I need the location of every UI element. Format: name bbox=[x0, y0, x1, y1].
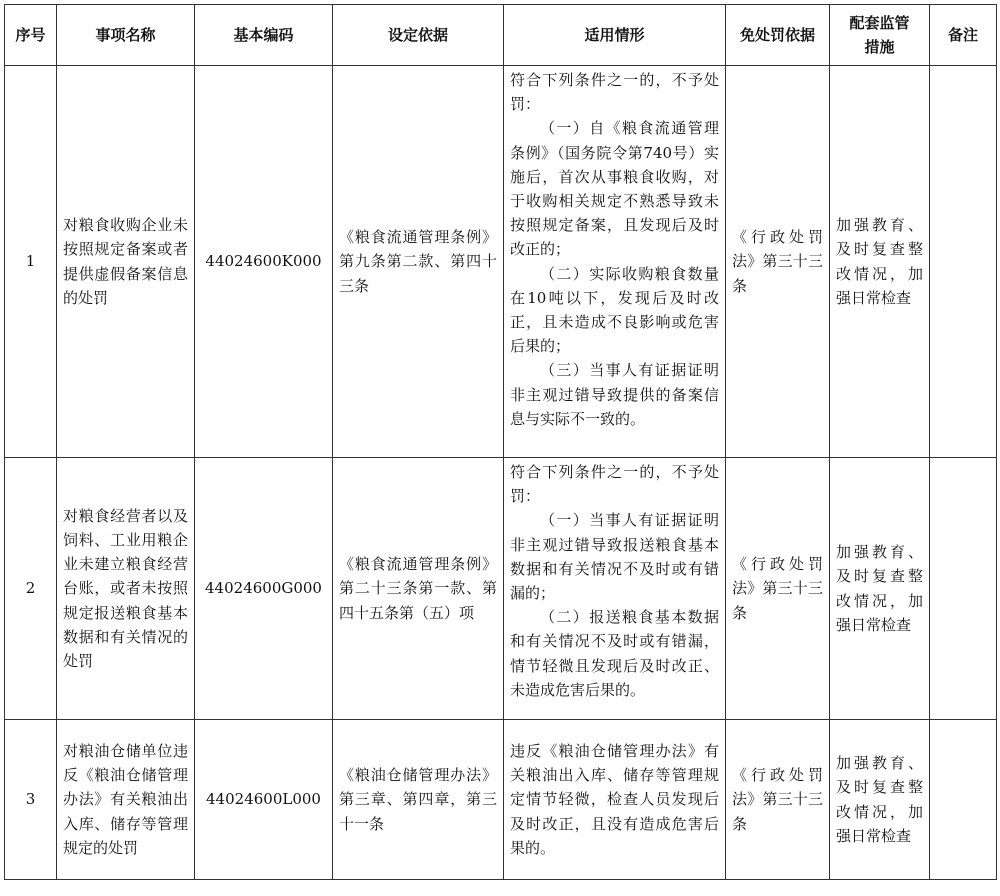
situation-paragraph: 符合下列条件之一的，不予处罚： bbox=[510, 71, 719, 114]
header-no: 序号 bbox=[5, 5, 57, 66]
header-basis: 设定依据 bbox=[333, 5, 504, 66]
header-item-name: 事项名称 bbox=[57, 5, 195, 66]
situation-paragraph: （二）报送粮食基本数据和有关情况不及时或有错漏，情节轻微且发现后及时改正、未造成危害后果的。 bbox=[510, 608, 719, 699]
row-basis: 《粮油仓储管理办法》第三章、第四章，第三十一条 bbox=[333, 720, 504, 880]
situation-paragraph: （一）自《粮食流通管理条例》（国务院令第740号）实施后，首次从事粮食收购，对于收购相关规定不熟悉导致未按照规定备案，且发现后及时改正的； bbox=[510, 119, 719, 259]
situation-paragraph: （二）实际收购粮食数量在10吨以下，发现后及时改正，且未造成不良影响或危害后果的； bbox=[510, 264, 719, 356]
situation-paragraph: 违反《粮油仓储管理办法》有关粮油出入库、储存等管理规定情节轻微，检查人员发现后及时改正，且没有造成危害后果的。 bbox=[510, 741, 719, 857]
row-situation bbox=[504, 720, 726, 880]
row-measures: 加强教育、及时复查整改情况，加强日常检查 bbox=[830, 458, 930, 720]
row-code: 44024600L000 bbox=[195, 720, 333, 880]
header-exemption: 免处罚依据 bbox=[726, 5, 830, 66]
row-measures: 加强教育、及时复查整改情况，加强日常检查 bbox=[830, 720, 930, 880]
penalty-exemption-table bbox=[4, 4, 997, 880]
situation-paragraph: 符合下列条件之一的，不予处罚： bbox=[510, 463, 719, 506]
row-situation bbox=[504, 66, 726, 458]
header-code: 基本编码 bbox=[195, 5, 333, 66]
row-code: 44024600G000 bbox=[195, 458, 333, 720]
row-no: 1 bbox=[5, 66, 57, 458]
header-situation: 适用情形 bbox=[504, 5, 726, 66]
table-row bbox=[5, 458, 997, 720]
row-exemption: 《行政处罚法》第三十三条 bbox=[726, 66, 830, 458]
row-no: 3 bbox=[5, 720, 57, 880]
row-item-name: 对粮食经营者以及饲料、工业用粮企业未建立粮食经营台账，或者未按照规定报送粮食基本数据和有关情况的处罚 bbox=[57, 458, 195, 720]
row-item-name: 对粮油仓储单位违反《粮油仓储管理办法》有关粮油出入库、储存等管理规定的处罚 bbox=[57, 720, 195, 880]
row-no: 2 bbox=[5, 458, 57, 720]
situation-paragraph: （三）当事人有证据证明非主观过错导致提供的备案信息与实际不一致的。 bbox=[510, 361, 719, 428]
header-row bbox=[5, 5, 997, 66]
row-remark bbox=[930, 66, 997, 458]
row-basis: 《粮食流通管理条例》第九条第二款、第四十三条 bbox=[333, 66, 504, 458]
row-measures: 加强教育、及时复查整改情况，加强日常检查 bbox=[830, 66, 930, 458]
row-item-name: 对粮食收购企业未按照规定备案或者提供虚假备案信息的处罚 bbox=[57, 66, 195, 458]
table-row bbox=[5, 66, 997, 458]
table-row bbox=[5, 720, 997, 880]
row-exemption: 《行政处罚法》第三十三条 bbox=[726, 458, 830, 720]
situation-paragraph: （一）当事人有证据证明非主观过错导致报送粮食基本数据和有关情况不及时或有错漏的； bbox=[510, 511, 719, 603]
row-code: 44024600K000 bbox=[195, 66, 333, 458]
row-exemption: 《行政处罚法》第三十三条 bbox=[726, 720, 830, 880]
row-basis: 《粮食流通管理条例》第二十三条第一款、第四十五条第（五）项 bbox=[333, 458, 504, 720]
row-remark bbox=[930, 458, 997, 720]
header-remark: 备注 bbox=[930, 5, 997, 66]
header-measures: 配套监管措施 bbox=[830, 5, 930, 66]
row-remark bbox=[930, 720, 997, 880]
row-situation bbox=[504, 458, 726, 720]
